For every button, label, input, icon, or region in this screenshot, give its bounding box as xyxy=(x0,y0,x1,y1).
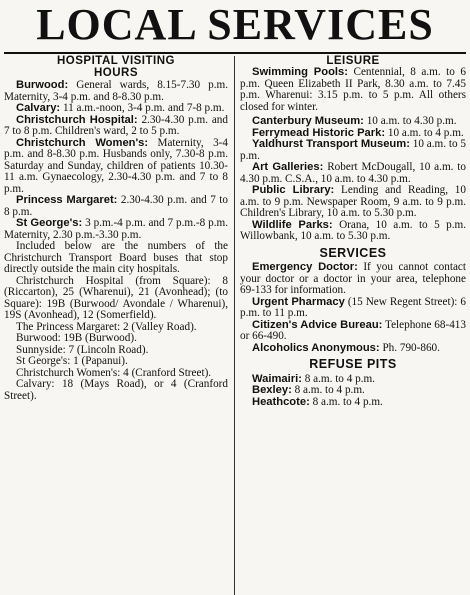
leisure-entry xyxy=(240,139,466,162)
entry-text: Telephone 68-413 or 66-490. xyxy=(240,318,466,342)
leisure-heading: LEISURE xyxy=(326,55,380,67)
bus-entry: Christchurch Hospital (from Square): 8 (Riccarton), 25 (Wharenui), 21 (Avonhead); (to Square): 19B (Burwood/ Avondale / Wharenui), 19S (Avonhead), 12 (Somerfield). xyxy=(4,274,228,321)
entry-name: Christchurch Women's: xyxy=(16,136,149,149)
entry-text: If you cannot contact your doctor or a doctor in your area, telephone 69-133 for information. xyxy=(240,261,467,296)
entry-name: Bexley: xyxy=(252,384,292,396)
page-title: LOCAL SERVICES xyxy=(36,0,434,49)
entry-text: 8 a.m. to 4 p.m. xyxy=(294,384,365,396)
leisure-entry xyxy=(240,220,466,243)
entry-text: Centennial, 8 a.m. to 6 p.m. Queen Elizabeth II Park, 8.30 a.m. to 7.45 p.m. Wharenui: 3.15 p.m. to 5 p.m. All others closed for winter. xyxy=(240,66,466,113)
entry-name: Waimairi: xyxy=(252,372,302,385)
entry-name: Canterbury Museum: xyxy=(252,115,364,127)
entry-text: 10 a.m. to 5 p.m. xyxy=(240,138,466,162)
entry-name: Heathcote: xyxy=(252,395,310,408)
entry-name: Alcoholics Anonymous: xyxy=(252,341,380,354)
column-rule xyxy=(234,56,235,595)
hospital-entry xyxy=(4,218,228,241)
entry-name: Princess Margaret: xyxy=(16,194,118,206)
entry-text: (15 New Regent Street): 6 p.m. to 11 p.m. xyxy=(240,295,466,319)
leisure-entry xyxy=(240,185,466,220)
entry-text: 10 a.m. to 4 p.m. xyxy=(387,126,464,139)
entry-text: Maternity, 3-4 p.m. and 8-8.30 p.m. Husbands only, 7.30-8 p.m. Saturday and Sunday, children of patients 10.30-11 a.m. Gynaecology, 2.30-4.30 p.m. and 7 to 8 p.m. xyxy=(4,136,228,195)
entry-name: Emergency Doctor: xyxy=(252,261,358,273)
entry-name: Calvary: xyxy=(16,102,61,114)
bus-intro: Included below are the numbers of the Christchurch Transport Board buses that stop directly outside the main city hospitals. xyxy=(4,240,228,275)
bus-entry: Calvary: 18 (Mays Road), or 4 (Cranford Street). xyxy=(4,378,228,402)
hospital-entry xyxy=(4,115,228,138)
entry-name: Wildlife Parks: xyxy=(252,218,333,231)
entry-text: Robert McDougall, 10 a.m. to 4.30 p.m. C.S.A., 10 a.m. to 4.30 p.m. xyxy=(240,161,467,185)
bus-entry: Burwood: 19B (Burwood). xyxy=(16,332,137,344)
entry-text: 2.30-4.30 p.m. and 7 to 8 p.m. xyxy=(4,194,228,218)
entry-name: Yaldhurst Transport Museum: xyxy=(252,138,410,150)
entry-text: Ph. 790-860. xyxy=(382,341,440,354)
entry-name: Swimming Pools: xyxy=(252,66,348,78)
hospital-heading-line2: HOURS xyxy=(93,67,139,79)
entry-name: St George's: xyxy=(16,217,83,229)
hospital-entry xyxy=(4,195,228,218)
left-column xyxy=(4,55,228,402)
entry-name: Ferrymead Historic Park: xyxy=(252,126,386,139)
service-entry xyxy=(240,297,466,320)
refuse-entry xyxy=(240,397,466,409)
title-rule xyxy=(4,52,466,54)
entry-text: General wards, 8.15-7.30 p.m. Maternity, 3-4 p.m. and 8-8.30 p.m. xyxy=(4,79,228,103)
entry-text: 3 p.m.-4 p.m. and 7 p.m.-8 p.m. Maternity, 2.30 p.m.-3.30 p.m. xyxy=(4,217,228,241)
entry-name: Urgent Pharmacy xyxy=(252,295,345,308)
entry-name: Christchurch Hospital: xyxy=(16,113,138,126)
hospital-heading-line1: HOSPITAL VISITING xyxy=(57,55,175,67)
entry-text: Lending and Reading, 10 a.m. to 9 p.m. Newspaper Room, 9 a.m. to 9 p.m. Children's Library, 10 a.m. to 5.30 p.m. xyxy=(240,184,466,219)
entry-name: Art Galleries: xyxy=(252,161,324,173)
entry-text: 10 a.m. to 4.30 p.m. xyxy=(366,115,457,127)
entry-text: 8 a.m. to 4 p.m. xyxy=(304,372,375,385)
entry-name: Burwood: xyxy=(16,79,69,91)
service-entry xyxy=(240,262,466,297)
bus-entry: The Princess Margaret: 2 (Valley Road). xyxy=(16,320,197,333)
service-entry xyxy=(240,343,466,355)
entry-name: Public Library: xyxy=(252,184,335,196)
bus-entry: Sunnyside: 7 (Lincoln Road). xyxy=(16,343,149,356)
entry-text: 8 a.m. to 4 p.m. xyxy=(312,395,383,408)
right-column xyxy=(240,55,466,408)
hospital-entry xyxy=(4,138,228,196)
entry-name: Citizen's Advice Bureau: xyxy=(252,318,383,331)
hospital-entry xyxy=(4,80,228,103)
leisure-entry xyxy=(240,67,466,113)
refuse-heading: REFUSE PITS xyxy=(309,357,397,371)
bus-entry: Christchurch Women's: 4 (Cranford Street). xyxy=(16,366,212,379)
services-heading: SERVICES xyxy=(319,245,387,260)
bus-entry: St George's: 1 (Papanui). xyxy=(16,355,128,367)
entry-text: 2.30-4.30 p.m. and 7 to 8 p.m. Children's ward, 2 to 5 p.m. xyxy=(4,113,228,137)
service-entry xyxy=(240,320,466,343)
entry-text: 11 a.m.-noon, 3-4 p.m. and 7-8 p.m. xyxy=(62,102,225,114)
leisure-entry xyxy=(240,162,466,185)
entry-text: Orana, 10 a.m. to 5 p.m. Willowbank, 10 a.m. to 5.30 p.m. xyxy=(240,218,467,242)
